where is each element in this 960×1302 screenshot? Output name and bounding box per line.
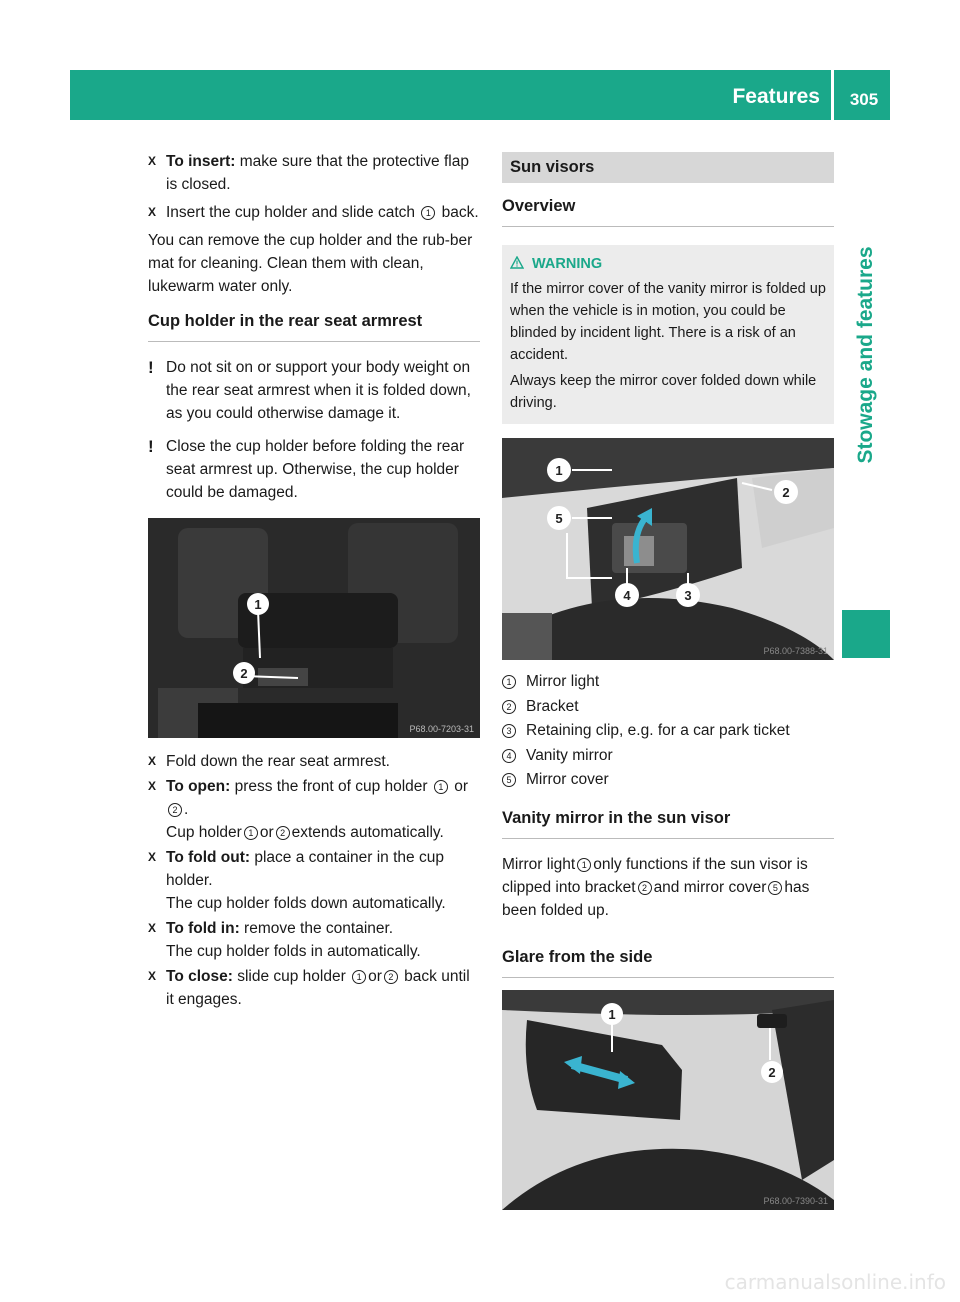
- vanity-text: has been folded up.: [502, 879, 810, 919]
- step-label: To fold out:: [166, 849, 251, 866]
- callout-1-icon: 1: [434, 780, 448, 794]
- step-text: back until it engages.: [166, 968, 470, 1008]
- callout-1-icon: 1: [502, 675, 516, 689]
- heading-rear-armrest: Cup holder in the rear seat armrest: [148, 310, 480, 342]
- vanity-text: only functions if the sun visor is clipped into bracket: [502, 856, 808, 896]
- svg-text:4: 4: [623, 588, 631, 603]
- step-label: To fold in:: [166, 920, 240, 937]
- step-text: Fold down the rear seat armrest.: [166, 753, 390, 770]
- step-label: To open:: [166, 778, 231, 795]
- legend-label: Retaining clip, e.g. for a car park ticket: [526, 722, 790, 739]
- step-text: or: [368, 968, 382, 985]
- caution-2: [148, 435, 480, 504]
- step-text: or: [454, 778, 469, 795]
- side-tab-label: Stowage and features: [854, 246, 877, 464]
- warning-triangle-icon: [510, 256, 524, 269]
- svg-text:1: 1: [608, 1007, 616, 1022]
- page-number: 305: [849, 90, 879, 109]
- vanity-mirror-text: [502, 853, 834, 922]
- step-fold-down: [148, 750, 480, 773]
- watermark-text: carmanualsonline.info: [724, 1270, 946, 1294]
- side-tab-marker: [842, 610, 890, 658]
- callout-4-icon: 4: [502, 749, 516, 763]
- step-text: back.: [437, 204, 479, 221]
- svg-text:2: 2: [768, 1065, 776, 1080]
- legend-label: Mirror cover: [526, 771, 609, 788]
- callout-2-icon: 2: [276, 826, 290, 840]
- step-arrow-icon: X: [148, 779, 157, 793]
- warning-box: [502, 245, 834, 424]
- heading-glare: Glare from the side: [502, 946, 834, 978]
- image-code: P68.00-7390-31: [763, 1196, 828, 1206]
- sun-visor-photo: [502, 438, 834, 660]
- step-arrow-icon: X: [148, 850, 157, 864]
- legend-label: Bracket: [526, 697, 579, 715]
- callout-1-icon: 1: [244, 826, 258, 840]
- section-title: Features: [732, 85, 820, 108]
- step-note: The cup holder folds in automatically.: [166, 943, 421, 960]
- legend-label: Mirror light: [526, 673, 600, 690]
- callout-5-icon: 5: [768, 881, 782, 895]
- step-open: [148, 775, 480, 844]
- step-text: place a container in the cup holder.: [166, 849, 444, 889]
- glare-photo: [502, 990, 834, 1210]
- step-close: [148, 965, 480, 1011]
- watermark: [0, 1270, 960, 1294]
- svg-text:1: 1: [254, 597, 262, 612]
- step-text: remove the container.: [239, 920, 394, 937]
- image-code: P68.00-7388-31: [763, 646, 828, 656]
- right-column: [502, 152, 834, 1210]
- legend-item: [502, 744, 834, 767]
- svg-text:5: 5: [555, 511, 563, 526]
- svg-text:2: 2: [240, 666, 248, 681]
- section-bar-sun-visors: Sun visors: [502, 152, 834, 183]
- step-label: To close:: [166, 968, 233, 985]
- side-tab: [842, 120, 890, 590]
- page-header: [70, 70, 890, 120]
- callout-2-icon: 2: [384, 970, 398, 984]
- callout-2-icon: 2: [502, 700, 516, 714]
- heading-vanity-mirror: Vanity mirror in the sun visor: [502, 807, 834, 839]
- step-arrow-icon: X: [148, 921, 157, 935]
- step-insert: [148, 150, 480, 196]
- warning-text: If the mirror cover of the vanity mirror is folded up when the vehicle is in motion, you could be blinded by incident light. There is a risk of an accident.: [510, 281, 826, 363]
- callout-1-icon: 1: [421, 206, 435, 220]
- step-text: Insert the cup holder and slide catch: [166, 204, 420, 221]
- callout-legend: [502, 670, 834, 791]
- step-note: extends automatically.: [291, 824, 444, 841]
- armrest-photo: [148, 518, 480, 738]
- header-divider: [831, 70, 834, 120]
- legend-item: [502, 768, 834, 791]
- vanity-text: Mirror light: [502, 856, 576, 873]
- step-fold-out: [148, 846, 480, 915]
- callout-2-icon: 2: [168, 803, 182, 817]
- heading-overview: Overview: [502, 195, 834, 227]
- caution-1: [148, 356, 480, 425]
- step-label: To insert:: [166, 153, 236, 170]
- callout-1-icon: 1: [352, 970, 366, 984]
- step-text: slide cup holder: [232, 968, 351, 985]
- warning-title: WARNING: [532, 256, 603, 272]
- armrest-illustration: [148, 518, 480, 738]
- caution-text: Do not sit on or support your body weight on the rear seat armrest when it is folded down, as you could otherwise damage it.: [166, 359, 471, 422]
- vanity-text: and mirror cover: [653, 879, 767, 896]
- step-note: or: [259, 824, 274, 841]
- glare-illustration: [502, 990, 834, 1210]
- step-note: Cup holder: [166, 824, 242, 841]
- legend-item: [502, 695, 834, 718]
- step-slide-catch: [148, 201, 480, 224]
- step-fold-in: [148, 917, 480, 963]
- caution-icon: !: [148, 437, 154, 456]
- step-text: press the front of cup holder: [230, 778, 432, 795]
- step-note: The cup holder folds down automatically.: [166, 895, 446, 912]
- svg-text:1: 1: [555, 463, 563, 478]
- image-code: P68.00-7203-31: [409, 724, 474, 734]
- svg-text:2: 2: [782, 485, 790, 500]
- caution-text: Close the cup holder before folding the rear seat armrest up. Otherwise, the cup holder could be damaged.: [166, 438, 465, 501]
- svg-text:3: 3: [684, 588, 692, 603]
- caution-icon: !: [148, 358, 154, 377]
- warning-header: [510, 253, 826, 275]
- legend-label: Vanity mirror: [526, 746, 613, 764]
- step-arrow-icon: X: [148, 969, 157, 983]
- legend-item: [502, 670, 834, 693]
- step-text: make sure that the protective flap is closed.: [166, 153, 469, 193]
- callout-5-icon: 5: [502, 773, 516, 787]
- callout-3-icon: 3: [502, 724, 516, 738]
- callout-2-icon: 2: [638, 881, 652, 895]
- cleaning-note: You can remove the cup holder and the rub-ber mat for cleaning. Clean them with clean, lukewarm water only.: [148, 232, 473, 295]
- legend-item: [502, 719, 834, 742]
- left-column: [148, 150, 480, 1011]
- step-arrow-icon: X: [148, 154, 157, 168]
- sun-visor-illustration: [502, 438, 834, 660]
- callout-1-icon: 1: [577, 858, 591, 872]
- step-arrow-icon: X: [148, 754, 157, 768]
- warning-text: Always keep the mirror cover folded down while driving.: [510, 373, 817, 411]
- step-arrow-icon: X: [148, 205, 157, 219]
- step-text: .: [184, 801, 189, 818]
